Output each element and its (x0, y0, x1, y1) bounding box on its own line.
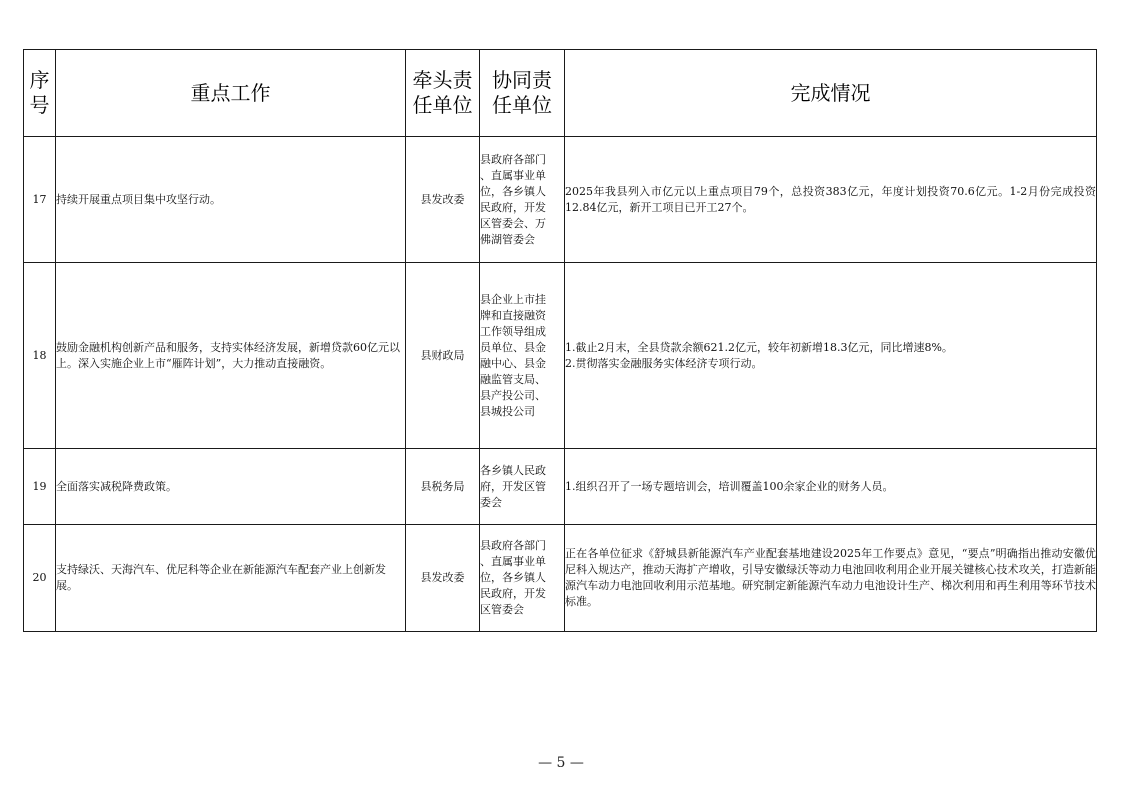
row-work: 鼓励金融机构创新产品和服务，支持实体经济发展，新增贷款60亿元以上。深入实施企业上市“雁阵计划”，大力推动直接融资。 (56, 263, 406, 449)
row-work: 支持绿沃、天海汽车、优尼科等企业在新能源汽车配套产业上创新发展。 (56, 525, 406, 632)
header-status: 完成情况 (565, 50, 1097, 137)
row-lead-unit: 县发改委 (406, 137, 480, 263)
header-work: 重点工作 (56, 50, 406, 137)
table-row (24, 449, 1097, 525)
key-work-table (23, 49, 1097, 632)
row-lead-unit: 县税务局 (406, 449, 480, 525)
row-assist-unit: 县企业上市挂 牌和直接融资 工作领导组成 员单位、县金 融中心、县金 融监管支局、 县产投公司、 县城投公司 (480, 263, 565, 449)
row-seq: 20 (24, 525, 56, 632)
page-number: — 5 — (538, 755, 584, 771)
table-row (24, 263, 1097, 449)
header-seq: 序 号 (24, 50, 56, 137)
row-work: 持续开展重点项目集中攻坚行动。 (56, 137, 406, 263)
row-status: 1.截止2月末，全县贷款余额621.2亿元，较年初新增18.3亿元，同比增速8%。 2.贯彻落实金融服务实体经济专项行动。 (565, 263, 1097, 449)
header-lead-unit: 牵头责 任单位 (406, 50, 480, 137)
row-work: 全面落实减税降费政策。 (56, 449, 406, 525)
table-row (24, 525, 1097, 632)
row-assist-unit: 各乡镇人民政 府，开发区管 委会 (480, 449, 565, 525)
row-seq: 18 (24, 263, 56, 449)
row-status: 1.组织召开了一场专题培训会，培训覆盖100余家企业的财务人员。 (565, 449, 1097, 525)
row-status: 正在各单位征求《舒城县新能源汽车产业配套基地建设2025年工作要点》意见，“要点”明确指出推动安徽优尼科入规达产，推动天海扩产增收，引导安徽绿沃等动力电池回收利用企业开展关键核心技术攻关，打造新能源汽车动力电池回收利用示范基地。研究制定新能源汽车动力电池设计生产、梯次利用和再生利用等环节技术标准。 (565, 525, 1097, 632)
row-assist-unit: 县政府各部门 、直属事业单 位，各乡镇人 民政府，开发 区管委会、万 佛湖管委会 (480, 137, 565, 263)
table-row (24, 137, 1097, 263)
row-seq: 17 (24, 137, 56, 263)
header-assist-unit: 协同责 任单位 (480, 50, 565, 137)
row-assist-unit: 县政府各部门 、直属事业单 位，各乡镇人 民政府，开发 区管委会 (480, 525, 565, 632)
row-seq: 19 (24, 449, 56, 525)
table-header-row (24, 50, 1097, 137)
row-lead-unit: 县财政局 (406, 263, 480, 449)
row-status: 2025年我县列入市亿元以上重点项目79个，总投资383亿元，年度计划投资70.6亿元。1-2月份完成投资12.84亿元，新开工项目已开工27个。 (565, 137, 1097, 263)
row-lead-unit: 县发改委 (406, 525, 480, 632)
